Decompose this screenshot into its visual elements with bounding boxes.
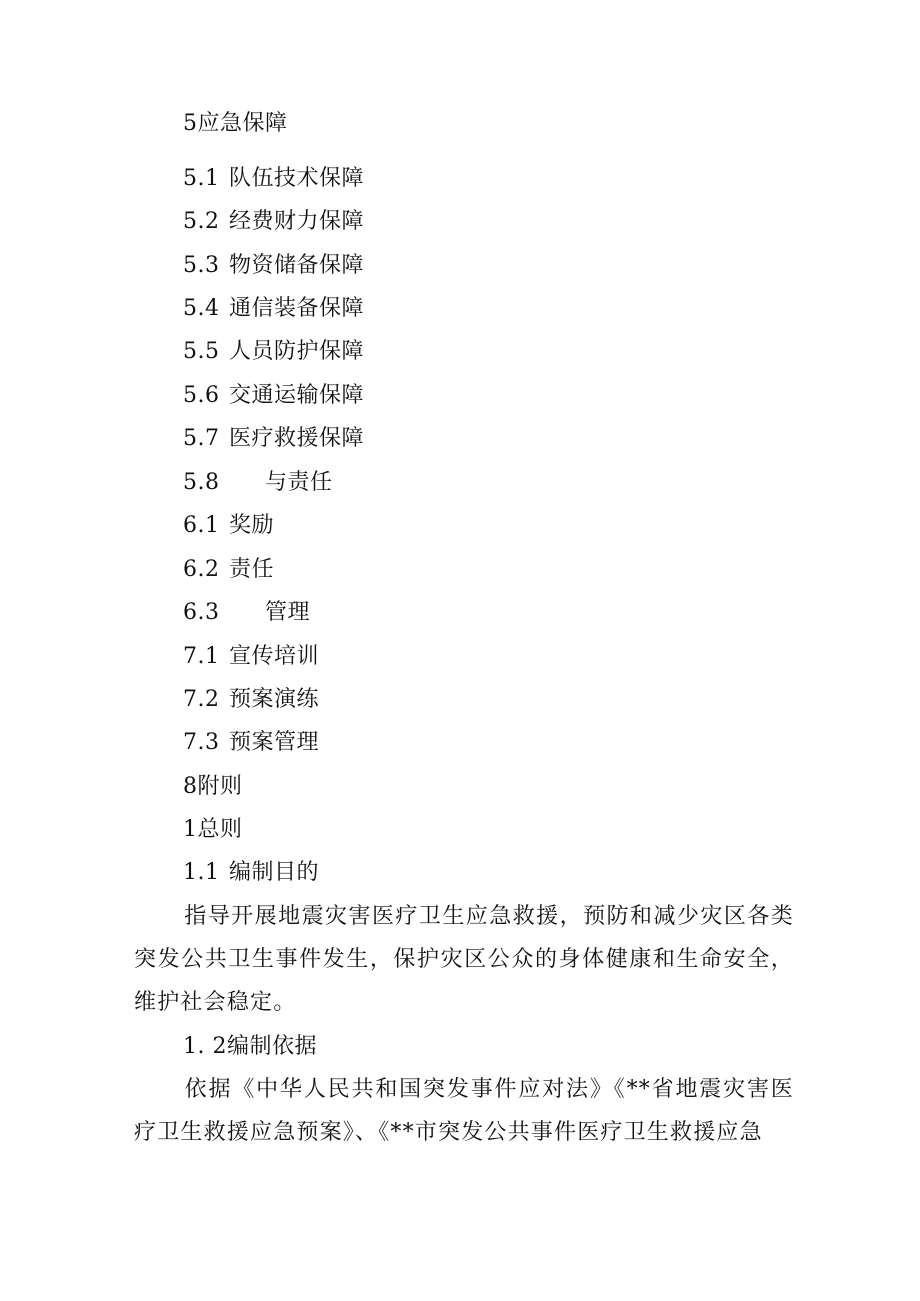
toc-title: 编制目的 xyxy=(229,860,320,885)
toc-item-6-1 xyxy=(183,511,274,541)
toc-num: 6.1 xyxy=(183,513,220,538)
toc-item-5-3 xyxy=(183,251,364,281)
toc-title: 经费财力保障 xyxy=(229,209,365,234)
toc-item-5-2 xyxy=(183,207,364,237)
toc-num: 5 xyxy=(183,111,198,136)
toc-num: 5.5 xyxy=(183,339,220,364)
toc-item-1-1 xyxy=(183,858,319,888)
heading-text: 1. 2编制依据 xyxy=(183,1034,317,1059)
toc-item-6-2 xyxy=(183,555,274,585)
toc-item-7-1 xyxy=(183,642,319,672)
toc-item-5-4 xyxy=(183,294,364,324)
toc-title: 预案管理 xyxy=(229,730,320,755)
toc-title: 应急保障 xyxy=(197,111,288,136)
toc-num: 7.3 xyxy=(183,730,220,755)
toc-title: 责任 xyxy=(229,557,275,582)
body-paragraph-basis xyxy=(134,1068,794,1154)
toc-title: 通信装备保障 xyxy=(229,296,365,321)
toc-item-8 xyxy=(183,772,243,802)
toc-title: 总则 xyxy=(197,817,243,842)
toc-num: 5.8 xyxy=(183,470,220,495)
toc-num: 7.2 xyxy=(183,687,220,712)
toc-num: 6.2 xyxy=(183,557,220,582)
toc-item-5 xyxy=(183,109,288,139)
toc-num: 5.3 xyxy=(183,253,220,278)
toc-title: 奖励 xyxy=(229,513,275,538)
toc-item-1 xyxy=(183,815,243,845)
toc-num: 7.1 xyxy=(183,644,220,669)
toc-num: 8 xyxy=(183,774,198,799)
toc-num: 5.7 xyxy=(183,426,220,451)
toc-title: 人员防护保障 xyxy=(229,339,365,364)
toc-item-7-2 xyxy=(183,685,319,715)
toc-num: 5.4 xyxy=(183,296,220,321)
body-paragraph-purpose xyxy=(134,895,794,1024)
toc-num: 1.1 xyxy=(183,860,220,885)
toc-title: 队伍技术保障 xyxy=(229,166,365,191)
toc-item-5-5 xyxy=(183,337,364,367)
section-heading-1-2 xyxy=(183,1032,317,1062)
toc-item-5-7 xyxy=(183,424,364,454)
toc-title: 管理 xyxy=(265,600,311,625)
toc-item-5-6 xyxy=(183,381,364,411)
toc-num: 1 xyxy=(183,817,198,842)
paragraph-text: 依据《中华人民共和国突发事件应对法》《**省地震灾害医疗卫生救援应急预案》、《**市突发公共事件医疗卫生救援应急 xyxy=(134,1077,794,1145)
toc-title: 附则 xyxy=(197,774,243,799)
toc-title: 预案演练 xyxy=(229,687,320,712)
toc-item-6-3 xyxy=(183,598,310,628)
toc-num: 6.3 xyxy=(183,600,220,625)
toc-title: 物资储备保障 xyxy=(229,253,365,278)
paragraph-text: 指导开展地震灾害医疗卫生应急救援，预防和减少灾区各类突发公共卫生事件发生，保护灾区公众的身体健康和生命安全，维护社会稳定。 xyxy=(134,904,794,1015)
toc-title: 医疗救援保障 xyxy=(229,426,365,451)
toc-title: 与责任 xyxy=(265,470,333,495)
toc-item-5-8 xyxy=(183,468,333,498)
toc-num: 5.2 xyxy=(183,209,220,234)
toc-title: 宣传培训 xyxy=(229,644,320,669)
toc-title: 交通运输保障 xyxy=(229,383,365,408)
toc-num: 5.1 xyxy=(183,166,220,191)
toc-item-7-3 xyxy=(183,728,319,758)
toc-item-5-1 xyxy=(183,164,364,194)
toc-num: 5.6 xyxy=(183,383,220,408)
